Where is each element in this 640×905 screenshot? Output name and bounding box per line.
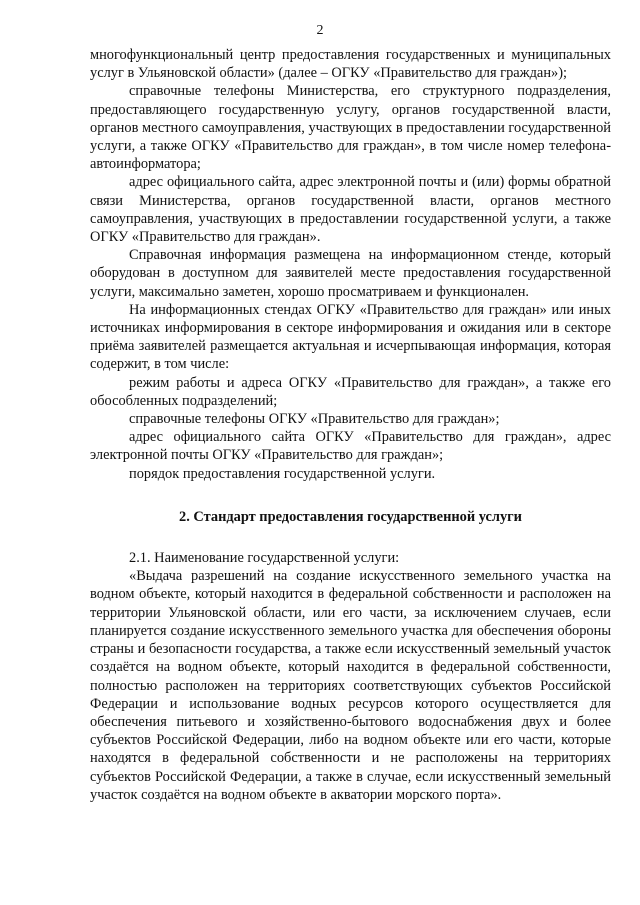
paragraph: режим работы и адреса ОГКУ «Правительство для граждан», а также его обособленных подразделений;	[90, 374, 611, 409]
paragraph: справочные телефоны Министерства, его структурного подразделения, предоставляющего государственную услугу, органов государственной власти, органов местного самоуправления, участвующих в предоставлении государственной услуги, а также ОГКУ «Правительство для граждан», в том числе номер телефона-автоинформатора;	[90, 83, 611, 173]
document-body	[90, 46, 611, 804]
paragraph: «Выдача разрешений на создание искусственного земельного участка на водном объекте, который находится в федеральной собственности и расположен на территории Ульяновской области, или его части, за исключением случаев, если планируется создание искусственного земельного участка для обеспечения обороны страны и безопасности государства, а также если искусственный земельный участок создаётся на водном объекте, который находится в федеральной собственности, полностью расположен на территориях соответствующих субъектов Российской Федерации и использование водных ресурсов которого осуществляется для обеспечения питьевого и хозяйственно-бытового водоснабжения двух и более субъектов Российской Федерации, либо на водном объекте или его части, которые находятся в федеральной собственности и не расположены на территориях субъектов Российской Федерации, а также в случае, если искусственный земельный участок создаётся на водном объекте в акватории морского порта».	[90, 568, 611, 803]
paragraph: порядок предоставления государственной услуги.	[129, 465, 436, 482]
section-heading: 2. Стандарт предоставления государственной услуги	[179, 508, 522, 525]
paragraph: адрес официального сайта ОГКУ «Правительство для граждан», адрес электронной почты ОГКУ «Правительство для граждан»;	[90, 429, 611, 464]
page-number: 2	[316, 23, 324, 38]
paragraph: многофункциональный центр предоставления государственных и муниципальных услуг в Ульяновской области» (далее – ОГКУ «Правительство для граждан»);	[90, 47, 611, 82]
paragraph: 2.1. Наименование государственной услуги:	[129, 550, 400, 567]
paragraph: адрес официального сайта, адрес электронной почты и (или) формы обратной связи Министерства, органов государственной власти, органов местного самоуправления, участвующих в предоставлении государственной услуги, а также ОГКУ «Правительство для граждан».	[90, 174, 611, 246]
paragraph: справочные телефоны ОГКУ «Правительство для граждан»;	[129, 411, 500, 428]
paragraph: На информационных стендах ОГКУ «Правительство для граждан» или иных источниках информирования в секторе информирования и ожидания или в секторе приёма заявителей размещается актуальная и исчерпывающая информация, которая содержит, в том числе:	[90, 301, 611, 373]
paragraph: Справочная информация размещена на информационном стенде, который оборудован в доступном для заявителей месте предоставления государственной услуги, максимально заметен, хорошо просматриваем и функционален.	[90, 247, 611, 300]
